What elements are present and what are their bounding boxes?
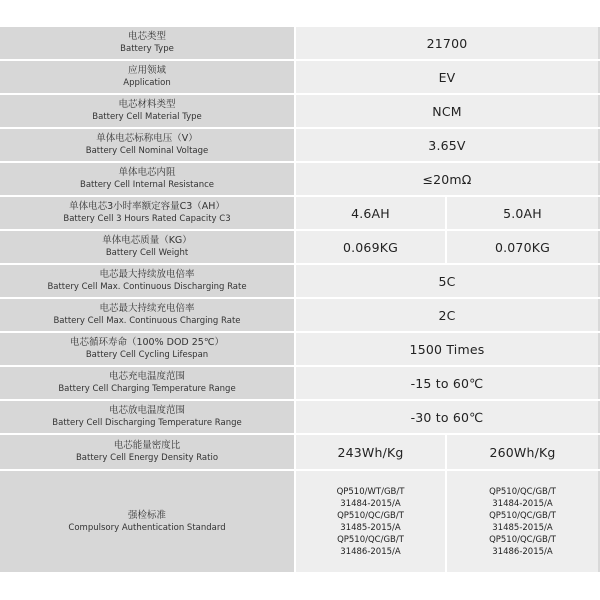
value-text: 2C: [438, 307, 456, 323]
value-text: ≤20mΩ: [422, 171, 472, 187]
label-en: Battery Cell Internal Resistance: [79, 180, 215, 190]
spec-value: [296, 129, 598, 161]
value-text: 243Wh/Kg: [337, 444, 404, 460]
standard-line: QP510/QC/GB/T: [337, 534, 404, 545]
spec-label: [0, 61, 294, 93]
spec-row-max-discharging-rate: [0, 265, 600, 297]
standard-line: QP510/WT/GB/T: [336, 486, 405, 497]
spec-row-application: [0, 61, 600, 93]
spec-row-weight: [0, 231, 600, 263]
spec-label: [0, 333, 294, 365]
spec-value-model-a: [296, 197, 445, 229]
label-en: Battery Cell Energy Density Ratio: [75, 453, 219, 463]
spec-row-authentication-standard: [0, 471, 600, 572]
standard-line: 31485-2015/A: [492, 522, 553, 533]
label-en: Battery Cell Charging Temperature Range: [58, 384, 236, 394]
spec-row-cycling-lifespan: [0, 333, 600, 365]
label-zh: 应用领域: [127, 65, 166, 76]
value-text: 5C: [438, 273, 456, 289]
spec-label: [0, 95, 294, 127]
standard-line: 31484-2015/A: [340, 498, 401, 509]
spec-label: [0, 27, 294, 59]
label-zh: 电芯能量密度比: [113, 440, 181, 451]
label-en: Battery Type: [120, 44, 174, 54]
label-zh: 电芯循环寿命（100% DOD 25℃）: [69, 337, 225, 348]
spec-label: [0, 197, 294, 229]
spec-value: [296, 367, 598, 399]
standard-line: 31484-2015/A: [492, 498, 553, 509]
spec-value-model-b: [447, 197, 598, 229]
spec-value-model-a: [296, 471, 445, 572]
value-text: NCM: [432, 103, 462, 119]
spec-value: [296, 265, 598, 297]
spec-value: [296, 61, 598, 93]
spec-value-model-b: [447, 471, 598, 572]
label-en: Battery Cell Discharging Temperature Range: [52, 418, 242, 428]
spec-value: [296, 333, 598, 365]
standard-line: 31486-2015/A: [492, 546, 553, 557]
spec-row-battery-type: [0, 27, 600, 59]
label-en: Battery Cell Weight: [105, 248, 189, 258]
label-en: Application: [123, 78, 171, 88]
spec-value-model-a: [296, 435, 445, 469]
spec-label: [0, 265, 294, 297]
spec-row-energy-density: [0, 435, 600, 469]
spec-row-rated-capacity: [0, 197, 600, 229]
value-text: 3.65V: [428, 137, 466, 153]
value-text: 21700: [426, 35, 468, 51]
label-zh: 单体电芯内阻: [118, 167, 176, 178]
label-en: Battery Cell Material Type: [92, 112, 202, 122]
label-en: Battery Cell Max. Continuous Discharging Rate: [47, 282, 247, 292]
spec-label: [0, 163, 294, 195]
standard-line: QP510/QC/GB/T: [489, 534, 556, 545]
label-zh: 电芯最大持续充电倍率: [99, 303, 195, 314]
spec-label: [0, 231, 294, 263]
spec-label: [0, 471, 294, 572]
spec-row-max-charging-rate: [0, 299, 600, 331]
label-zh: 单体电芯3小时率额定容量C3（AH）: [69, 201, 225, 212]
label-en: Battery Cell 3 Hours Rated Capacity C3: [63, 214, 231, 224]
value-text: 0.069KG: [342, 239, 399, 255]
label-en: Battery Cell Nominal Voltage: [85, 146, 209, 156]
value-text: 5.0AH: [503, 205, 542, 221]
spec-value: [296, 401, 598, 433]
spec-value: [296, 163, 598, 195]
spec-value: [296, 299, 598, 331]
spec-label: [0, 401, 294, 433]
spec-value: [296, 95, 598, 127]
spec-label: [0, 435, 294, 469]
spec-row-discharging-temperature: [0, 401, 600, 433]
spec-value-model-b: [447, 231, 598, 263]
spec-label: [0, 129, 294, 161]
value-text: 0.070KG: [494, 239, 551, 255]
label-zh: 电芯材料类型: [118, 99, 176, 110]
label-en: Battery Cell Max. Continuous Charging Rate: [53, 316, 241, 326]
standard-line: QP510/QC/GB/T: [489, 510, 556, 521]
value-text: EV: [438, 69, 456, 85]
label-en: Battery Cell Cycling Lifespan: [85, 350, 209, 360]
value-text: 4.6AH: [351, 205, 390, 221]
value-text: 260Wh/Kg: [489, 444, 556, 460]
standard-line: 31486-2015/A: [340, 546, 401, 557]
spec-value-model-a: [296, 231, 445, 263]
label-en: Compulsory Authentication Standard: [68, 522, 226, 533]
value-text: -15 to 60℃: [410, 375, 484, 391]
spec-row-internal-resistance: [0, 163, 600, 195]
value-text: -30 to 60℃: [410, 409, 484, 425]
label-zh: 电芯类型: [127, 31, 166, 42]
spec-value: [296, 27, 598, 59]
spec-row-material-type: [0, 95, 600, 127]
label-zh: 强检标准: [127, 509, 166, 521]
label-zh: 电芯放电温度范围: [108, 405, 185, 416]
spec-label: [0, 367, 294, 399]
value-text: 1500 Times: [409, 341, 485, 357]
standard-line: 31485-2015/A: [340, 522, 401, 533]
standard-line: QP510/QC/GB/T: [489, 486, 556, 497]
standard-line: QP510/QC/GB/T: [337, 510, 404, 521]
label-zh: 电芯最大持续放电倍率: [99, 269, 195, 280]
spec-label: [0, 299, 294, 331]
spec-row-charging-temperature: [0, 367, 600, 399]
label-zh: 单体电芯质量（KG）: [102, 235, 192, 246]
label-zh: 单体电芯标称电压（V）: [96, 133, 198, 144]
label-zh: 电芯充电温度范围: [108, 371, 185, 382]
spec-row-nominal-voltage: [0, 129, 600, 161]
spec-value-model-b: [447, 435, 598, 469]
